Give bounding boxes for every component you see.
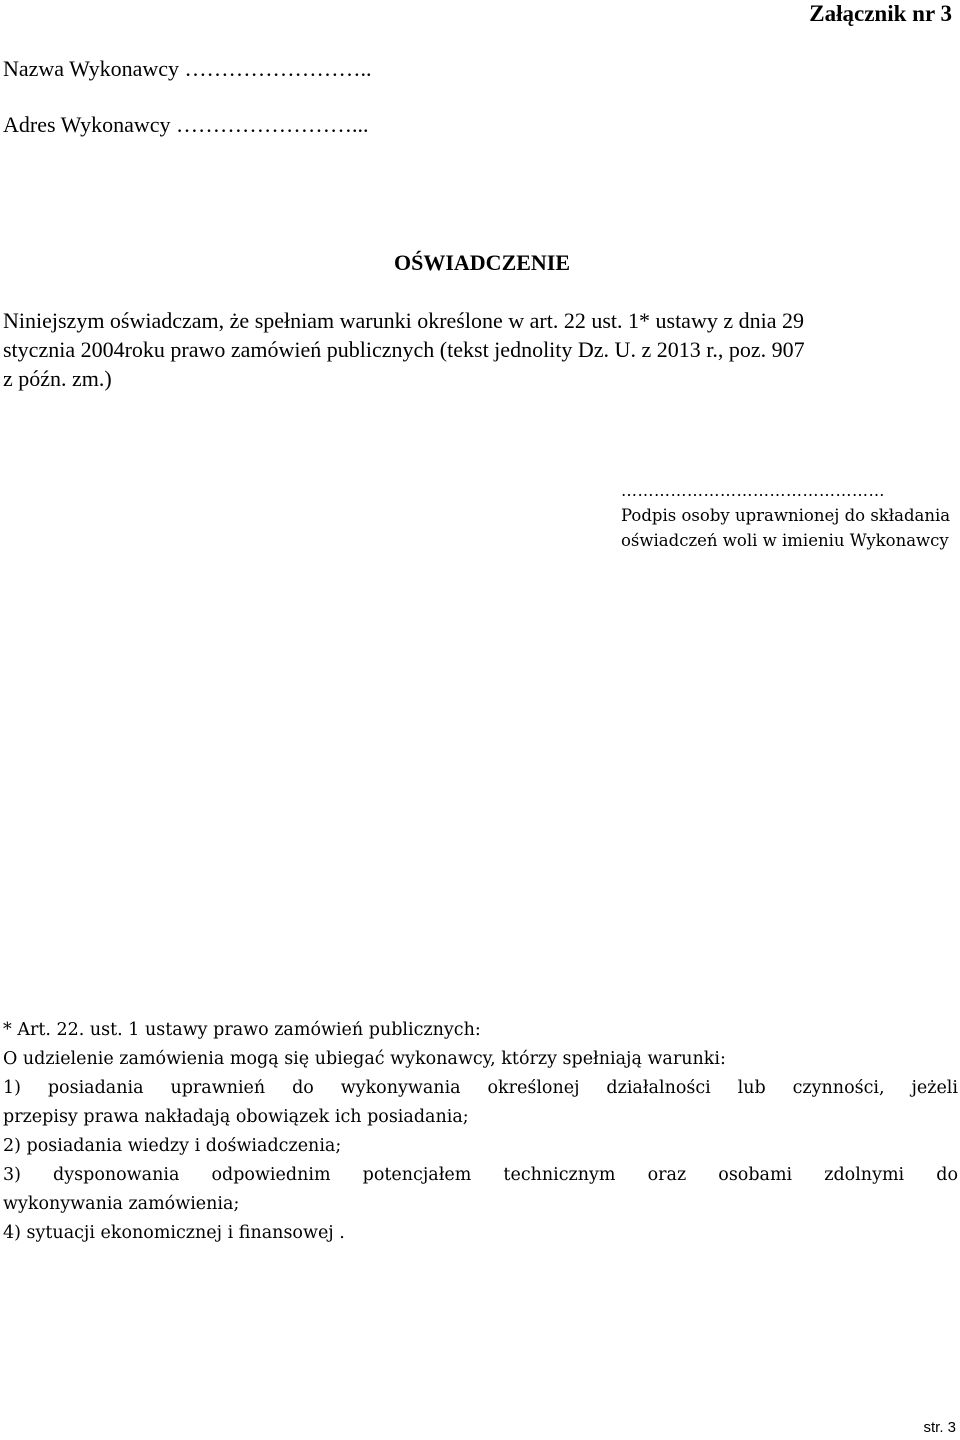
signature-block (621, 478, 956, 553)
statement-line: stycznia 2004roku prawo zamówień publicznych (tekst jednolity Dz. U. z 2013 r., poz. 907 (3, 337, 805, 362)
footnote-item-3-cont: wykonywania zamówienia; (3, 1194, 240, 1214)
footnote (3, 1016, 958, 1248)
annex-label: Załącznik nr 3 (809, 1, 952, 26)
signature-dotted-line: ………………………………………… (621, 481, 885, 500)
footnote-item-4: 4) sytuacji ekonomicznej i finansowej . (3, 1223, 345, 1243)
statement-line: Niniejszym oświadczam, że spełniam warunki określone w art. 22 ust. 1* ustawy z dnia 29 (3, 308, 804, 333)
contractor-address-field: Adres Wykonawcy ……………………... (3, 112, 369, 137)
statement-paragraph (3, 306, 943, 393)
footnote-intro: O udzielenie zamówienia mogą się ubiegać wykonawcy, którzy spełniają warunki: (3, 1049, 726, 1069)
footnote-item-1 (3, 1074, 958, 1103)
signature-caption: Podpis osoby uprawnionej do składania (621, 506, 951, 525)
signature-caption: oświadczeń woli w imieniu Wykonawcy (621, 531, 949, 550)
contractor-name-field: Nazwa Wykonawcy …………………….. (3, 56, 372, 81)
footnote-item-2: 2) posiadania wiedzy i doświadczenia; (3, 1136, 342, 1156)
statement-line: z późn. zm.) (3, 366, 112, 391)
footnote-item-1-cont: przepisy prawa nakładają obowiązek ich posiadania; (3, 1107, 469, 1127)
page-number: str. 3 (923, 1419, 956, 1436)
footnote-heading: * Art. 22. ust. 1 ustawy prawo zamówień publicznych: (3, 1020, 481, 1040)
footnote-item-3 (3, 1161, 958, 1190)
footnote-item-text: 1) posiadania uprawnień do wykonywania określonej działalności lub czynności, jeżeli (3, 1078, 958, 1098)
footnote-item-text: 3) dysponowania odpowiednim potencjałem technicznym oraz osobami zdolnymi do (3, 1165, 958, 1185)
document-title: OŚWIADCZENIE (394, 250, 571, 275)
